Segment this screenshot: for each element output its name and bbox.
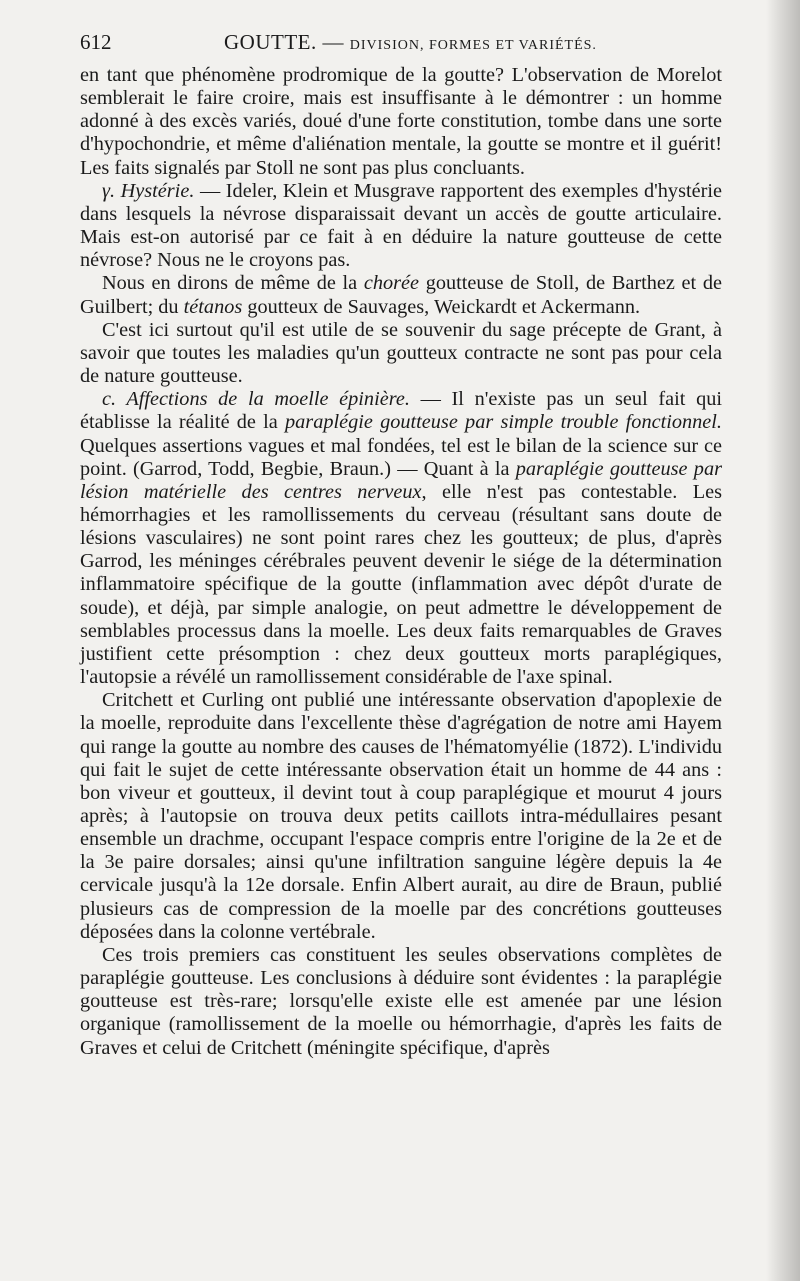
paragraph-prodromique: en tant que phénomène prodromique de la goutte? L'observation de Morelot semblerait le faire croire, mais est insuffisante à le démontrer : un homme adonné à des excès variés, doué d'une forte constitution, tombe dans une sorte d'hypochondrie, et même d'aliénation mentale, la goutte se montre et il guérit! Les faits signalés par Stoll ne sont pas plus concluants. <box>80 64 722 179</box>
paragraph-text: Nous en dirons de même de la <box>102 272 364 295</box>
header-dash: — <box>322 30 344 54</box>
body-text <box>80 64 722 1060</box>
paragraph-text: goutteux de Sauvages, Weickardt et Ackermann. <box>242 295 641 318</box>
running-title <box>224 30 597 55</box>
paragraph-critchett: Critchett et Curling ont publié une intéressante observation d'apoplexie de la moelle, reproduite dans l'excellente thèse d'agrégation de notre ami Hayem qui range la goutte au nombre des causes de l'hématomyélie (1872). L'individu qui fait le sujet de cette intéressante observation était un homme de 44 ans : bon viveur et goutteux, il devint tout à coup paraplégique et mourut 4 jours après; à l'autopsie on trouva deux petits caillots intra-médullaires pesant ensemble un drachme, occupant l'espace compris entre l'origine de la 2e et de la 3e paire dorsales; ainsi qu'une infiltration sanguine légère depuis la 4e cervicale jusqu'à la 12e dorsale. Enfin Albert aurait, au dire de Braun, publié plusieurs cas de compression de la moelle par des concrétions goutteuses déposées dans la colonne vertébrale. <box>80 689 722 943</box>
running-header <box>80 30 722 60</box>
paragraph-grant: C'est ici surtout qu'il est utile de se souvenir du sage précepte de Grant, à savoir que toutes les maladies qu'un goutteux contracte ne sont pas pour cela de nature goutteuse. <box>80 318 722 388</box>
paragraph-text: — Ideler, Klein et Musgrave rapportent des exemples d'hystérie dans lesquels la névrose disparaissait devant un accès de goutte articulaire. Mais est-on autorisé par ce fait à en déduire la nature goutteuse de cette névrose? Nous ne le croyons pas. <box>80 179 722 272</box>
paragraph-text: goutteuse de Stoll, de Barthez et de Guilbert; du <box>80 272 722 318</box>
term-paraplegie-fonctionnel: paraplégie goutteuse par simple trouble fonctionnel. <box>285 411 722 434</box>
section-subtitle: DIVISION, FORMES ET VARIÉTÉS. <box>349 38 597 53</box>
paragraph-text: Quelques assertions vagues et mal fondées, tel est le bilan de la science sur ce point. (Garrod, Todd, Begbie, Braun.) — Quant à la <box>80 434 722 480</box>
term-paraplegie-lesion: paraplégie goutteuse par lésion matérielle des centres nerveux <box>80 457 722 503</box>
term-choree: chorée <box>363 272 420 295</box>
paragraph-choree <box>80 272 722 318</box>
paragraph-conclusions: Ces trois premiers cas constituent les seules observations complètes de paraplégie goutteuse. Les conclusions à déduire sont évidentes : la paraplégie goutteuse est très-rare; lorsqu'elle existe elle est amenée par une lésion organique (ramollissement de la moelle ou hémorrhagie, d'après les faits de Graves et celui de Critchett (méningite spécifique, d'après <box>80 943 722 1059</box>
page-number: 612 <box>80 30 112 54</box>
chapter-title: GOUTTE. <box>224 30 317 54</box>
page-edge-shadow <box>766 0 800 1281</box>
paragraph-hysterie <box>80 180 722 273</box>
paragraph-moelle <box>80 388 722 689</box>
heading-hysterie: γ. Hystérie. <box>102 179 195 202</box>
term-tetanos: tétanos <box>183 295 243 318</box>
paragraph-text: — Il n'existe pas un seul fait qui établisse la réalité de la <box>80 388 722 434</box>
paragraph-text: , elle n'est pas contestable. Les hémorrhagies et les ramollissements du cerveau (résultant sans doute de lésions vasculaires) ne sont point rares chez les goutteux; de plus, d'après Garrod, les méninges cérébrales peuvent devenir le siége de la détermination inflammatoire spécifique de la goutte (inflammation avec dépôt d'urate de soude), et déjà, par simple analogie, on peut admettre le développement de semblables processus dans la moelle. Les deux faits remarquables de Graves justifient cette présomption : chez deux goutteux morts paraplégiques, l'autopsie a révélé un ramollissement considérable de l'axe spinal. <box>80 480 722 689</box>
heading-moelle: c. Affections de la moelle épinière. <box>102 388 410 411</box>
